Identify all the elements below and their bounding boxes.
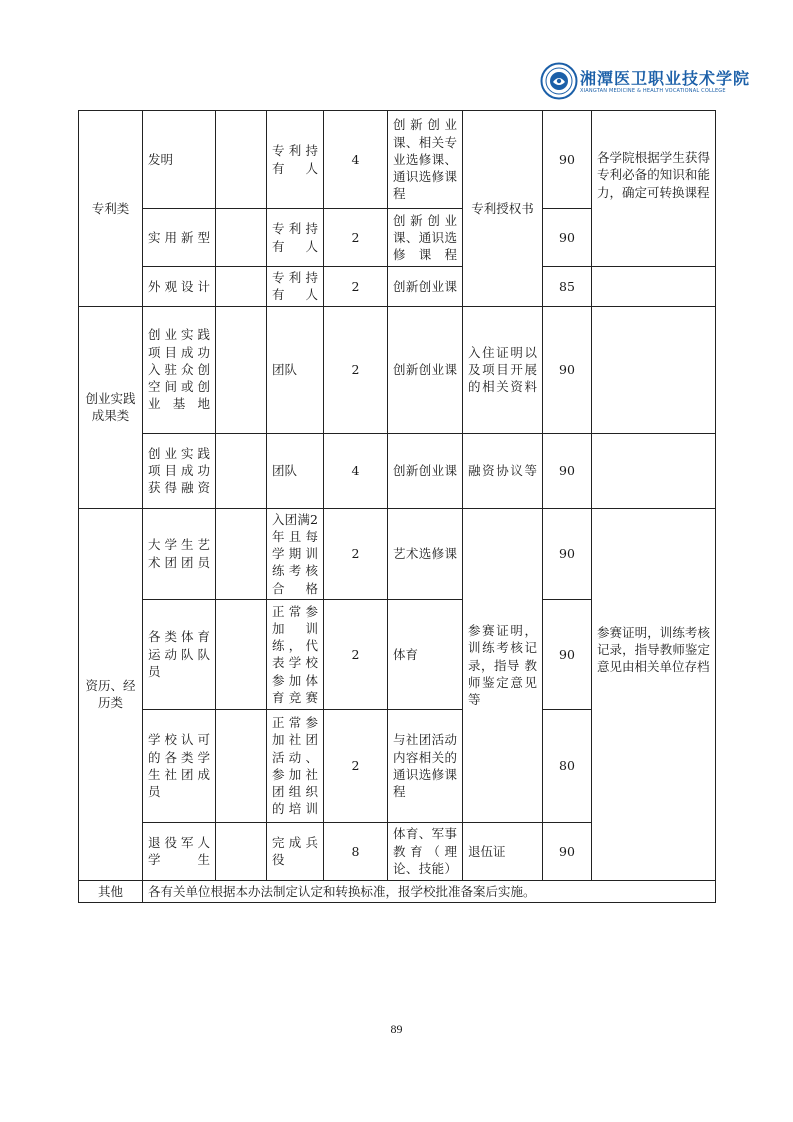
blank-cell (216, 209, 267, 267)
blank-cell (592, 267, 716, 307)
holder-cell: 完成兵役 (267, 822, 324, 880)
blank-cell (216, 599, 267, 709)
blank-cell (216, 267, 267, 307)
score-cell: 90 (543, 822, 592, 880)
item-cell: 退役军人学生 (143, 822, 216, 880)
score-cell: 90 (543, 209, 592, 267)
credits-cell: 2 (324, 267, 388, 307)
holder-cell: 团队 (267, 306, 324, 433)
score-cell: 90 (543, 508, 592, 599)
course-cell: 体育 (388, 599, 463, 709)
item-cell: 创业实践项目成功获得融资 (143, 433, 216, 508)
table-row (79, 267, 716, 307)
item-cell: 创业实践项目成功入驻众创空间或创业基地 (143, 306, 216, 433)
credits-cell: 4 (324, 111, 388, 209)
blank-cell (216, 433, 267, 508)
holder-cell: 入团满2年且每学期训练考核合格 (267, 508, 324, 599)
score-cell: 85 (543, 267, 592, 307)
category-cell: 专利类 (79, 111, 143, 307)
course-cell: 创新创业课、通识选修课程 (388, 209, 463, 267)
category-cell: 资历、经历类 (79, 508, 143, 880)
item-cell: 各类体育运动队队员 (143, 599, 216, 709)
proof-cell: 融资协议等 (463, 433, 543, 508)
other-text-cell: 各有关单位根据本办法制定认定和转换标准，报学校批准备案后实施。 (143, 880, 716, 902)
credits-cell: 2 (324, 599, 388, 709)
table-row (79, 880, 716, 902)
course-cell: 创新创业课 (388, 433, 463, 508)
item-cell: 学校认可的各类学生社团成员 (143, 709, 216, 822)
blank-cell (216, 822, 267, 880)
score-cell: 80 (543, 709, 592, 822)
holder-cell: 专利持有人 (267, 267, 324, 307)
credits-cell: 2 (324, 709, 388, 822)
blank-cell (592, 433, 716, 508)
table-row (79, 508, 716, 599)
proof-cell: 入住证明以及项目开展的相关资料 (463, 306, 543, 433)
other-label-cell: 其他 (79, 880, 143, 902)
item-cell: 大学生艺术团团员 (143, 508, 216, 599)
proof-cell: 退伍证 (463, 822, 543, 880)
course-cell: 创新创业课 (388, 306, 463, 433)
college-emblem-icon (540, 62, 578, 100)
blank-cell (216, 709, 267, 822)
note-cell: 各学院根据学生获得专利必备的知识和能力，确定可转换课程 (592, 111, 716, 267)
holder-cell: 正常参加社团活动、参加社团组织的培训 (267, 709, 324, 822)
blank-cell (592, 306, 716, 433)
blank-cell (216, 306, 267, 433)
course-cell: 创新创业课、相关专业选修课、通识选修课程 (388, 111, 463, 209)
holder-cell: 专利持有人 (267, 209, 324, 267)
course-cell: 与社团活动内容相关的通识选修课程 (388, 709, 463, 822)
item-cell: 外观设计 (143, 267, 216, 307)
course-cell: 创新创业课 (388, 267, 463, 307)
credits-cell: 2 (324, 209, 388, 267)
credits-cell: 2 (324, 306, 388, 433)
course-cell: 体育、军事教育（理论、技能） (388, 822, 463, 880)
credits-cell: 2 (324, 508, 388, 599)
course-cell: 艺术选修课 (388, 508, 463, 599)
item-cell: 实用新型 (143, 209, 216, 267)
blank-cell (216, 508, 267, 599)
score-cell: 90 (543, 433, 592, 508)
note-cell: 参赛证明，训练考核记录，指导教师鉴定意见由相关单位存档 (592, 508, 716, 880)
credits-cell: 8 (324, 822, 388, 880)
holder-cell: 专利持有人 (267, 111, 324, 209)
score-cell: 90 (543, 306, 592, 433)
credit-conversion-table (78, 110, 716, 903)
table-row (79, 306, 716, 433)
item-cell: 发明 (143, 111, 216, 209)
blank-cell (216, 111, 267, 209)
score-cell: 90 (543, 111, 592, 209)
holder-cell: 团队 (267, 433, 324, 508)
table-row (79, 111, 716, 209)
credits-cell: 4 (324, 433, 388, 508)
page-number: 89 (390, 1022, 403, 1036)
proof-cell: 专利授权书 (463, 111, 543, 307)
proof-cell: 参赛证明，训练考核记录，指导 教师鉴定意见等 (463, 508, 543, 822)
logo-name: 湘潭医卫职业技术学院 (580, 69, 751, 88)
category-cell: 创业实践成果类 (79, 306, 143, 508)
page-header (0, 0, 793, 108)
logo-english-name: XIANGTAN MEDICINE & HEALTH VOCATIONAL COLLEGE (580, 88, 726, 94)
table-row (79, 433, 716, 508)
college-logo (540, 62, 751, 106)
holder-cell: 正常参加训练，代表学校参加体育竞赛 (267, 599, 324, 709)
score-cell: 90 (543, 599, 592, 709)
